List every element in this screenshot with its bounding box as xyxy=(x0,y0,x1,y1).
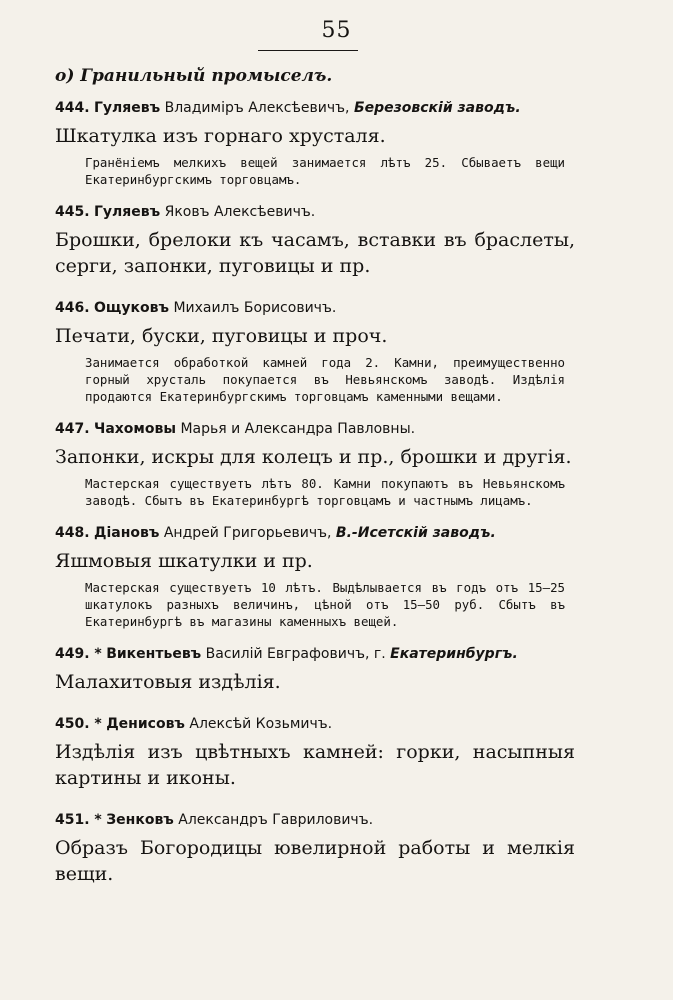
entry-surname: Діановъ xyxy=(94,525,160,541)
entry-surname: Чахомовы xyxy=(94,421,176,437)
entry-heading xyxy=(55,98,575,118)
entry-heading xyxy=(55,714,575,734)
entry-surname: Гуляевъ xyxy=(94,100,161,116)
entry-surname: Гуляевъ xyxy=(94,204,161,220)
entry-surname: Зенковъ xyxy=(106,812,174,828)
page-number: 55 xyxy=(321,18,352,43)
entry-name: Михаилъ Борисовичъ. xyxy=(173,300,337,316)
entry-heading xyxy=(55,419,575,439)
entry-heading xyxy=(55,523,575,543)
entry-product: Брошки, брелоки къ часамъ, вставки въ браслеты, серги, запонки, пуговицы и пр. xyxy=(55,229,575,277)
entry-description: Занимается обработкой камней года 2. Камни, преимущественно горный хрусталь покупается въ Невьянскомъ заводѣ. Издѣлія продаются Екатеринбургскимъ торговцамъ каменными вещами. xyxy=(85,355,565,404)
entry-description: Гранёніемъ мелкихъ вещей занимается лѣтъ 25. Сбываетъ вещи Екатеринбургскимъ торговцамъ. xyxy=(85,155,565,187)
entry-451 xyxy=(55,810,575,887)
entry-product: Издѣлія изъ цвѣтныхъ камней: горки, насыпныя картины и иконы. xyxy=(55,741,575,789)
entry-number: 446. xyxy=(55,300,90,316)
entry-name: Марья и Александра Павловны. xyxy=(180,421,416,437)
entry-name: Яковъ Алексѣевичъ. xyxy=(164,204,316,220)
entry-surname: Денисовъ xyxy=(106,716,185,732)
entry-heading xyxy=(55,810,575,830)
entry-number: 444. xyxy=(55,100,90,116)
entry-place: Екатеринбургъ. xyxy=(390,646,518,662)
entry-surname: Ощуковъ xyxy=(94,300,170,316)
section-title: о) Гранильный промыселъ. xyxy=(55,66,333,86)
entry-place: Березовскій заводъ. xyxy=(353,100,521,116)
entry-name: Алексѣй Козьмичъ. xyxy=(189,716,333,732)
entry-description: Мастерская существуетъ лѣтъ 80. Камни покупаютъ въ Невьянскомъ заводѣ. Сбытъ въ Екатеринбургѣ торговцамъ и частнымъ лицамъ. xyxy=(85,476,565,508)
entry-445 xyxy=(55,202,575,279)
entry-448 xyxy=(55,523,575,630)
entry-number: 447. xyxy=(55,421,90,437)
entry-name: Василій Евграфовичъ, г. xyxy=(205,646,386,662)
entry-product: Запонки, искры для колецъ и пр., брошки и другія. xyxy=(55,446,572,468)
entry-449 xyxy=(55,644,575,695)
entry-product: Малахитовыя издѣлія. xyxy=(55,671,281,693)
entry-number: 451. * xyxy=(55,812,102,828)
entry-number: 449. * xyxy=(55,646,102,662)
entry-place: В.-Исетскій заводъ. xyxy=(335,525,496,541)
entry-product: Шкатулка изъ горнаго хрусталя. xyxy=(55,125,386,147)
entry-number: 450. * xyxy=(55,716,102,732)
entry-450 xyxy=(55,714,575,791)
entry-444 xyxy=(55,98,575,188)
entry-name: Владиміръ Алексѣевичъ, xyxy=(164,100,350,116)
entry-446 xyxy=(55,298,575,405)
entry-name: Андрей Григорьевичъ, xyxy=(163,525,332,541)
entry-heading xyxy=(55,644,575,664)
entry-description: Мастерская существуетъ 10 лѣтъ. Выдѣлывается въ годъ отъ 15—25 шкатулокъ разныхъ величинъ, цѣной отъ 15—50 руб. Сбытъ въ Екатеринбургѣ въ магазины каменныхъ вещей. xyxy=(85,580,565,629)
entry-product: Образъ Богородицы ювелирной работы и мелкія вещи. xyxy=(55,837,575,885)
entry-heading xyxy=(55,298,575,318)
entry-product: Яшмовыя шкатулки и пр. xyxy=(55,550,313,572)
entry-447 xyxy=(55,419,575,509)
entries-list xyxy=(55,98,575,892)
page-number-rule xyxy=(258,50,358,51)
entry-number: 448. xyxy=(55,525,90,541)
entry-number: 445. xyxy=(55,204,90,220)
entry-surname: Викентьевъ xyxy=(106,646,202,662)
entry-product: Печати, буски, пуговицы и проч. xyxy=(55,325,388,347)
entry-heading xyxy=(55,202,575,222)
entry-name: Александръ Гавриловичъ. xyxy=(178,812,374,828)
